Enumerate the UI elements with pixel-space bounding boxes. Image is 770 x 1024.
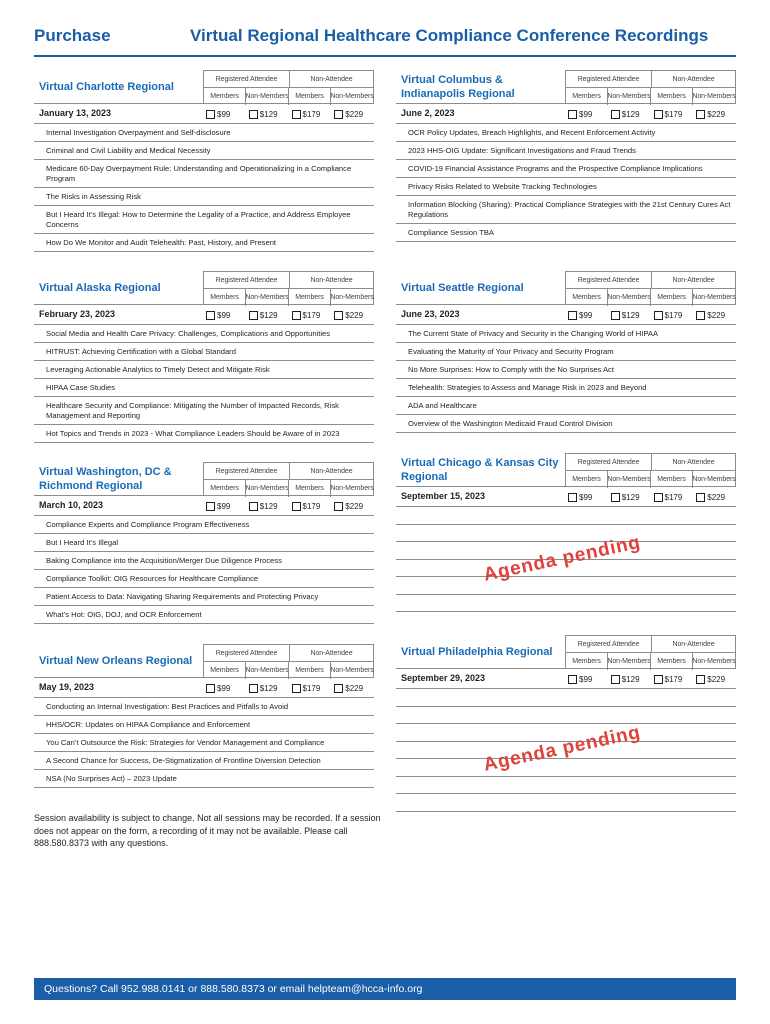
price-label: $229 (345, 109, 364, 119)
price-option[interactable] (608, 669, 651, 689)
price-options (565, 487, 736, 507)
date-row (34, 496, 374, 516)
price-label: $99 (217, 501, 231, 511)
price-option[interactable] (331, 104, 374, 124)
session-row: Compliance Toolkit: OIG Resources for Healthcare Compliance (34, 570, 374, 588)
date-row (34, 305, 374, 325)
non-members-header: Non-Members (607, 88, 650, 105)
checkbox[interactable] (206, 311, 215, 320)
price-option[interactable] (651, 487, 694, 507)
registered-attendee-header: Registered Attendee (577, 276, 640, 284)
price-subheader-row (204, 480, 373, 497)
price-option[interactable] (246, 104, 289, 124)
price-option[interactable] (289, 104, 332, 124)
session-row: But I Heard It’s Illegal: How to Determine the Legality of a Practice, and Address Employee Concerns (34, 206, 374, 234)
regional-date: January 13, 2023 (39, 108, 112, 118)
non-members-header: Non-Members (692, 289, 735, 306)
checkbox[interactable] (568, 311, 577, 320)
checkbox[interactable] (654, 311, 663, 320)
date-row (396, 305, 736, 325)
non-members-header: Non-Members (607, 289, 650, 306)
non-members-header: Non-Members (330, 662, 373, 679)
price-header-row (566, 636, 735, 653)
regional-date: June 23, 2023 (401, 309, 460, 319)
session-row: Social Media and Health Care Privacy: Challenges, Complications and Opportunities (34, 325, 374, 343)
checkbox[interactable] (292, 502, 301, 511)
price-label: $229 (707, 674, 726, 684)
price-label: $229 (345, 683, 364, 693)
price-label: $229 (345, 310, 364, 320)
session-row: A Second Chance for Success, De-Stigmatization of Frontline Diversion Detection (34, 752, 374, 770)
price-options (203, 496, 374, 516)
price-option[interactable] (203, 104, 246, 124)
checkbox[interactable] (696, 493, 705, 502)
price-label: $99 (579, 492, 593, 502)
price-option[interactable] (565, 104, 608, 124)
checkbox[interactable] (654, 493, 663, 502)
price-header-table (565, 271, 736, 305)
checkbox[interactable] (654, 675, 663, 684)
price-option[interactable] (651, 305, 694, 325)
price-subheader-row (204, 662, 373, 679)
checkbox[interactable] (249, 502, 258, 511)
regional-section (396, 70, 736, 242)
empty-session-row (396, 525, 736, 543)
price-option[interactable] (203, 496, 246, 516)
empty-session-row (396, 689, 736, 707)
price-label: $129 (621, 310, 640, 320)
price-option[interactable] (651, 104, 694, 124)
price-option[interactable] (565, 669, 608, 689)
price-label: $229 (707, 492, 726, 502)
session-row: No More Surprises: How to Comply with the No Surprises Act (396, 361, 736, 379)
purchase-heading: Purchase (34, 26, 111, 45)
session-row: But I Heard It’s Illegal (34, 534, 374, 552)
non-members-header: Non-Members (330, 88, 373, 105)
price-header-row (566, 454, 735, 471)
price-option[interactable] (289, 496, 332, 516)
regional-header (34, 70, 374, 104)
checkbox[interactable] (206, 502, 215, 511)
price-options (203, 678, 374, 698)
price-subheader-row (566, 289, 735, 306)
session-row: Evaluating the Maturity of Your Privacy and Security Program (396, 343, 736, 361)
regional-name: Virtual Columbus & Indianapolis Regional (401, 74, 515, 100)
session-row: How Do We Monitor and Audit Telehealth: Past, History, and Present (34, 234, 374, 252)
price-option[interactable] (289, 678, 332, 698)
date-row (396, 669, 736, 689)
members-header: Members (650, 653, 692, 670)
non-attendee-header: Non-Attendee (651, 272, 735, 288)
session-row: Compliance Session TBA (396, 224, 736, 242)
price-label: $129 (259, 501, 278, 511)
non-members-header: Non-Members (330, 480, 373, 497)
members-header: Members (572, 294, 601, 301)
non-attendee-header: Non-Attendee (651, 636, 735, 652)
price-subheader-row (204, 88, 373, 105)
regional-name: Virtual New Orleans Regional (39, 655, 193, 667)
regional-name: Virtual Washington, DC & Richmond Regional (39, 466, 172, 492)
session-row: Medicare 60-Day Overpayment Rule: Understanding and Operationalizing in a Compliance Program (34, 160, 374, 188)
non-members-header: Non-Members (692, 471, 735, 488)
session-row: ADA and Healthcare (396, 397, 736, 415)
checkbox[interactable] (292, 311, 301, 320)
session-row: OCR Policy Updates, Breach Highlights, and Recent Enforcement Activity (396, 124, 736, 142)
regional-section (396, 453, 736, 612)
session-row: COVID-19 Financial Assistance Programs and the Prospective Compliance Implications (396, 160, 736, 178)
session-row: Compliance Experts and Compliance Program Effectiveness (34, 516, 374, 534)
non-members-header: Non-Members (330, 289, 373, 306)
members-header: Members (210, 485, 239, 492)
price-label: $129 (621, 674, 640, 684)
price-label: $99 (579, 109, 593, 119)
price-header-row (204, 645, 373, 662)
price-options (203, 305, 374, 325)
price-label: $99 (217, 109, 231, 119)
session-row: You Can’t Outsource the Risk: Strategies for Vendor Management and Compliance (34, 734, 374, 752)
session-row: Hot Topics and Trends in 2023 - What Compliance Leaders Should be Aware of in 2023 (34, 425, 374, 443)
price-header-table (203, 271, 374, 305)
price-option[interactable] (246, 678, 289, 698)
agenda-pending-stamp: Agenda pending (481, 721, 643, 776)
date-row (34, 104, 374, 124)
price-option[interactable] (203, 678, 246, 698)
checkbox[interactable] (334, 502, 343, 511)
price-label: $99 (579, 310, 593, 320)
checkbox[interactable] (292, 110, 301, 119)
regional-name: Virtual Charlotte Regional (39, 81, 174, 93)
date-row (396, 487, 736, 507)
price-option[interactable] (693, 487, 736, 507)
session-row: Internal Investigation Overpayment and Self-disclosure (34, 124, 374, 142)
date-row (34, 678, 374, 698)
regional-date: September 15, 2023 (401, 491, 486, 501)
session-row: What’s Hot: OIG, DOJ, and OCR Enforcement (34, 606, 374, 624)
footer-bar (34, 978, 736, 1000)
non-attendee-header: Non-Attendee (651, 454, 735, 470)
price-header-table (565, 453, 736, 487)
price-option[interactable] (693, 104, 736, 124)
regional-date: March 10, 2023 (39, 500, 104, 510)
regional-section (34, 644, 374, 788)
members-header: Members (288, 289, 330, 306)
price-option[interactable] (289, 305, 332, 325)
price-option[interactable] (608, 305, 651, 325)
price-header-row (566, 71, 735, 88)
price-label: $179 (664, 492, 683, 502)
registered-attendee-header: Registered Attendee (215, 75, 278, 83)
price-header-table (203, 644, 374, 678)
price-label: $229 (707, 310, 726, 320)
checkbox[interactable] (568, 110, 577, 119)
members-header: Members (288, 662, 330, 679)
price-header-table (203, 462, 374, 496)
regional-header (396, 271, 736, 305)
non-members-header: Non-Members (245, 662, 288, 679)
price-subheader-row (204, 289, 373, 306)
checkbox[interactable] (249, 311, 258, 320)
regional-header (396, 453, 736, 487)
regional-section (34, 271, 374, 443)
price-label: $229 (707, 109, 726, 119)
price-option[interactable] (608, 104, 651, 124)
price-option[interactable] (608, 487, 651, 507)
price-label: $129 (259, 310, 278, 320)
empty-session-row (396, 507, 736, 525)
regional-section (34, 70, 374, 252)
price-options (565, 669, 736, 689)
footer-contact-text: Questions? Call 952.988.0141 or 888.580.8373 or email helpteam@hcca-info.org (44, 983, 423, 995)
checkbox[interactable] (334, 110, 343, 119)
price-label: $129 (621, 109, 640, 119)
checkbox[interactable] (568, 493, 577, 502)
price-subheader-row (566, 653, 735, 670)
price-label: $179 (302, 683, 321, 693)
non-members-header: Non-Members (607, 653, 650, 670)
price-label: $99 (217, 683, 231, 693)
registered-attendee-header: Registered Attendee (215, 649, 278, 657)
non-members-header: Non-Members (692, 88, 735, 105)
price-header-table (565, 70, 736, 104)
price-option[interactable] (246, 496, 289, 516)
registered-attendee-header: Registered Attendee (577, 75, 640, 83)
price-option[interactable] (246, 305, 289, 325)
price-option[interactable] (565, 487, 608, 507)
price-label: $129 (621, 492, 640, 502)
price-option[interactable] (331, 678, 374, 698)
price-label: $129 (259, 683, 278, 693)
regional-header (34, 644, 374, 678)
members-header: Members (650, 289, 692, 306)
price-label: $179 (302, 501, 321, 511)
regional-name: Virtual Seattle Regional (401, 282, 524, 294)
price-option[interactable] (693, 669, 736, 689)
empty-session-row (396, 794, 736, 812)
price-label: $179 (664, 674, 683, 684)
session-row: Healthcare Security and Compliance: Mitigating the Number of Impacted Records, Risk Management and Reporting (34, 397, 374, 425)
checkbox[interactable] (249, 110, 258, 119)
session-row: Baking Compliance into the Acquisition/Merger Due Diligence Process (34, 552, 374, 570)
checkbox[interactable] (292, 684, 301, 693)
members-header: Members (572, 658, 601, 665)
session-row: HHS/OCR: Updates on HIPAA Compliance and Enforcement (34, 716, 374, 734)
price-option[interactable] (331, 305, 374, 325)
regional-header (396, 70, 736, 104)
regional-section (34, 462, 374, 624)
empty-session-row (396, 707, 736, 725)
regional-name: Virtual Philadelphia Regional (401, 646, 553, 658)
regional-name: Virtual Alaska Regional (39, 282, 161, 294)
date-row (396, 104, 736, 124)
price-label: $129 (259, 109, 278, 119)
empty-session-row (396, 759, 736, 777)
registered-attendee-header: Registered Attendee (215, 467, 278, 475)
members-header: Members (288, 480, 330, 497)
price-header-table (565, 635, 736, 669)
session-row: Patient Access to Data: Navigating Sharing Requirements and Protecting Privacy (34, 588, 374, 606)
price-option[interactable] (203, 305, 246, 325)
checkbox[interactable] (696, 675, 705, 684)
members-header: Members (650, 88, 692, 105)
availability-note: Session availability is subject to change. Not all sessions may be recorded. If a session does not appear on the form, a recording of it may not be available. Please call 888.580.8373 with any questions. (34, 813, 381, 848)
header-divider (34, 55, 736, 57)
session-row: Criminal and Civil Liability and Medical Necessity (34, 142, 374, 160)
regional-name: Virtual Chicago & Kansas City Regional (401, 457, 559, 483)
price-option[interactable] (693, 305, 736, 325)
price-option[interactable] (651, 669, 694, 689)
price-label: $179 (664, 310, 683, 320)
session-row: HIPAA Case Studies (34, 379, 374, 397)
price-label: $99 (217, 310, 231, 320)
price-subheader-row (566, 88, 735, 105)
checkbox[interactable] (611, 493, 620, 502)
empty-session-row (396, 595, 736, 613)
checkbox[interactable] (568, 675, 577, 684)
members-header: Members (572, 476, 601, 483)
regional-section (396, 271, 736, 433)
members-header: Members (210, 93, 239, 100)
registered-attendee-header: Registered Attendee (577, 458, 640, 466)
price-header-row (204, 71, 373, 88)
session-row: Conducting an Internal Investigation: Best Practices and Pitfalls to Avoid (34, 698, 374, 716)
regional-header (396, 635, 736, 669)
empty-session-row (396, 577, 736, 595)
regional-header (34, 271, 374, 305)
non-members-header: Non-Members (692, 653, 735, 670)
non-attendee-header: Non-Attendee (651, 71, 735, 87)
session-row: The Risks in Assessing Risk (34, 188, 374, 206)
empty-session-row (396, 777, 736, 795)
regional-date: May 19, 2023 (39, 682, 95, 692)
members-header: Members (210, 294, 239, 301)
price-label: $179 (302, 310, 321, 320)
members-header: Members (288, 88, 330, 105)
checkbox[interactable] (334, 311, 343, 320)
regional-date: September 29, 2023 (401, 673, 486, 683)
non-attendee-header: Non-Attendee (289, 463, 373, 479)
session-row: The Current State of Privacy and Security in the Changing World of HIPAA (396, 325, 736, 343)
price-options (565, 104, 736, 124)
checkbox[interactable] (654, 110, 663, 119)
registered-attendee-header: Registered Attendee (577, 640, 640, 648)
price-option[interactable] (565, 305, 608, 325)
session-row: Information Blocking (Sharing): Practical Compliance Strategies with the 21st Century Cures Act Regulations (396, 196, 736, 224)
regional-date: June 2, 2023 (401, 108, 455, 118)
price-label: $99 (579, 674, 593, 684)
price-option[interactable] (331, 496, 374, 516)
price-label: $229 (345, 501, 364, 511)
non-members-header: Non-Members (245, 88, 288, 105)
members-header: Members (210, 667, 239, 674)
checkbox[interactable] (334, 684, 343, 693)
price-header-row (204, 463, 373, 480)
price-options (565, 305, 736, 325)
non-attendee-header: Non-Attendee (289, 645, 373, 661)
session-row: 2023 HHS-OIG Update: Significant Investigations and Fraud Trends (396, 142, 736, 160)
non-attendee-header: Non-Attendee (289, 272, 373, 288)
checkbox[interactable] (611, 110, 620, 119)
regional-section (396, 635, 736, 812)
checkbox[interactable] (696, 110, 705, 119)
price-header-table (203, 70, 374, 104)
members-header: Members (650, 471, 692, 488)
price-subheader-row (566, 471, 735, 488)
session-row: Overview of the Washington Medicaid Fraud Control Division (396, 415, 736, 433)
regional-date: February 23, 2023 (39, 309, 116, 319)
registered-attendee-header: Registered Attendee (215, 276, 278, 284)
checkbox[interactable] (206, 110, 215, 119)
page-title: Virtual Regional Healthcare Compliance Conference Recordings (190, 26, 709, 45)
checkbox[interactable] (206, 684, 215, 693)
price-label: $179 (302, 109, 321, 119)
checkbox[interactable] (611, 311, 620, 320)
session-row: Leveraging Actionable Analytics to Timely Detect and Mitigate Risk (34, 361, 374, 379)
non-members-header: Non-Members (607, 471, 650, 488)
session-row: NSA (No Surprises Act) – 2023 Update (34, 770, 374, 788)
checkbox[interactable] (611, 675, 620, 684)
members-header: Members (572, 93, 601, 100)
non-members-header: Non-Members (245, 480, 288, 497)
non-members-header: Non-Members (245, 289, 288, 306)
price-options (203, 104, 374, 124)
session-row: HITRUST: Achieving Certification with a Global Standard (34, 343, 374, 361)
price-header-row (204, 272, 373, 289)
non-attendee-header: Non-Attendee (289, 71, 373, 87)
price-label: $179 (664, 109, 683, 119)
session-row: Telehealth: Strategies to Assess and Manage Risk in 2023 and Beyond (396, 379, 736, 397)
checkbox[interactable] (696, 311, 705, 320)
agenda-pending-stamp: Agenda pending (481, 531, 643, 586)
regional-header (34, 462, 374, 496)
price-header-row (566, 272, 735, 289)
session-row: Privacy Risks Related to Website Tracking Technologies (396, 178, 736, 196)
checkbox[interactable] (249, 684, 258, 693)
